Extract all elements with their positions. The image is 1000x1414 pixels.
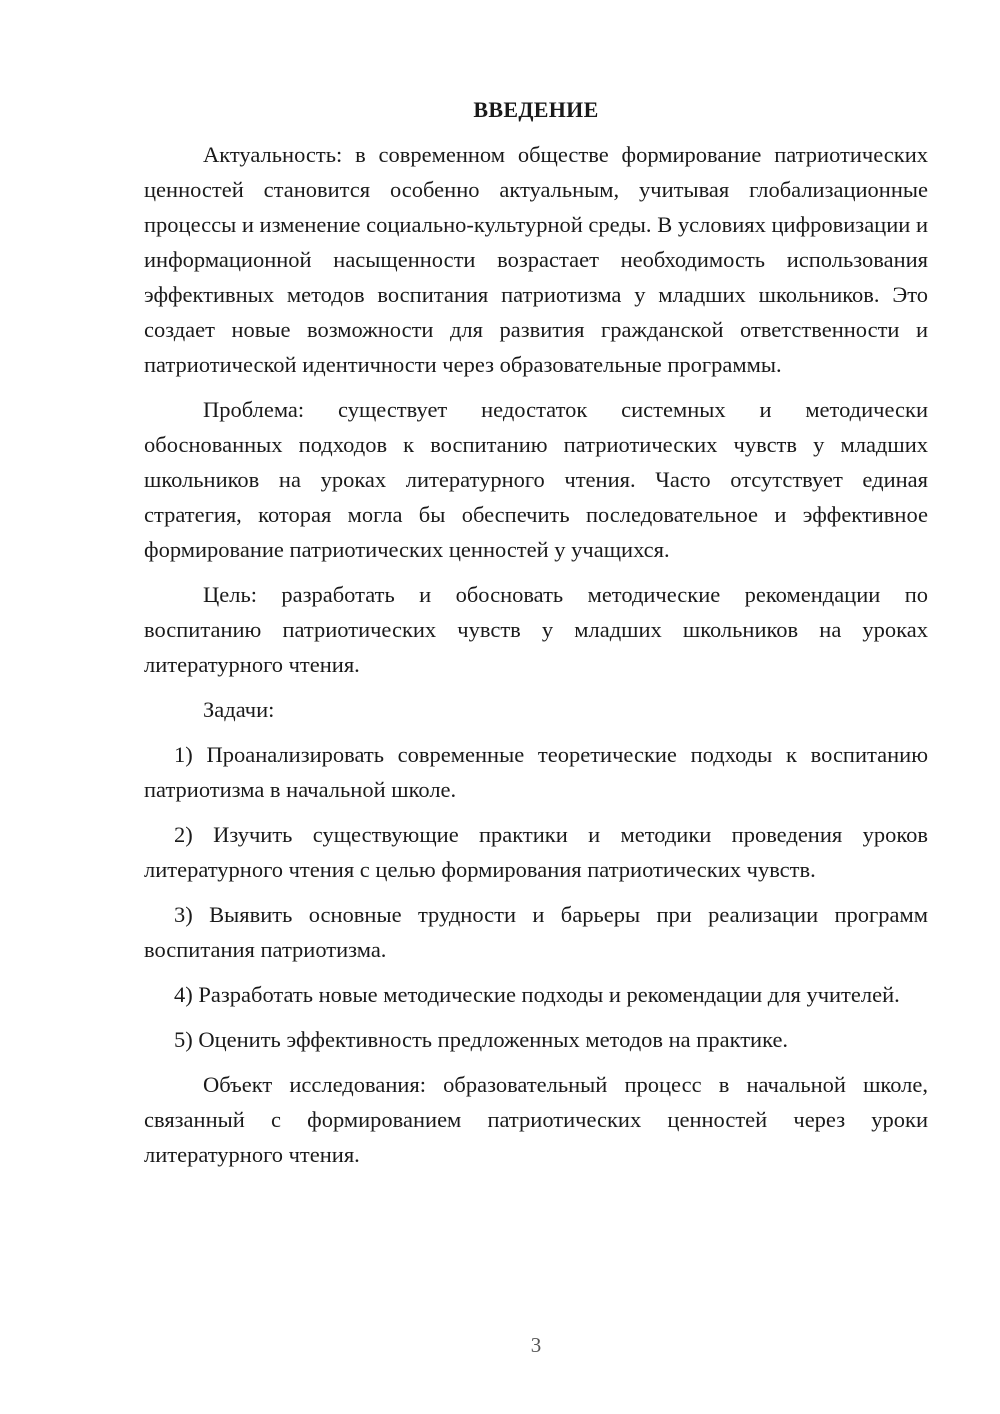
- page-content: [144, 92, 928, 1182]
- paragraph-goal: Цель: разработать и обосновать методические рекомендации по воспитанию патриотических чувств у младших школьников на уроках литературного чтения.: [144, 582, 928, 677]
- tasks-list: [144, 737, 928, 1057]
- task-item-2: 2) Изучить существующие практики и методики проведения уроков литературного чтения с целью формирования патриотических чувств.: [144, 822, 928, 882]
- paragraph-relevance: Актуальность: в современном обществе формирование патриотических ценностей становится особенно актуальным, учитывая глобализационные процессы и изменение социально-культурной среды. В условиях цифровизации и информационной насыщенности возрастает необходимость использования эффективных методов воспитания патриотизма у младших школьников. Это создает новые возможности для развития гражданской ответственности и патриотической идентичности через образовательные программы.: [144, 142, 928, 377]
- task-item-5: 5) Оценить эффективность предложенных методов на практике.: [174, 1027, 789, 1052]
- tasks-heading: Задачи:: [203, 697, 275, 722]
- paragraph-object: Объект исследования: образовательный процесс в начальной школе, связанный с формированием патриотических ценностей через уроки литературного чтения.: [144, 1072, 928, 1167]
- task-item-4: 4) Разработать новые методические подходы и рекомендации для учителей.: [174, 982, 900, 1007]
- page-number: 3: [530, 1333, 542, 1357]
- task-item-1: 1) Проанализировать современные теоретические подходы к воспитанию патриотизма в начальной школе.: [144, 742, 928, 802]
- paragraph-problem: Проблема: существует недостаток системных и методически обоснованных подходов к воспитанию патриотических чувств у младших школьников на уроках литературного чтения. Часто отсутствует единая стратегия, которая могла бы обеспечить последовательное и эффективное формирование патриотических ценностей у учащихся.: [144, 397, 928, 562]
- page-title: ВВЕДЕНИЕ: [473, 97, 599, 122]
- task-item-3: 3) Выявить основные трудности и барьеры при реализации программ воспитания патриотизма.: [144, 902, 928, 962]
